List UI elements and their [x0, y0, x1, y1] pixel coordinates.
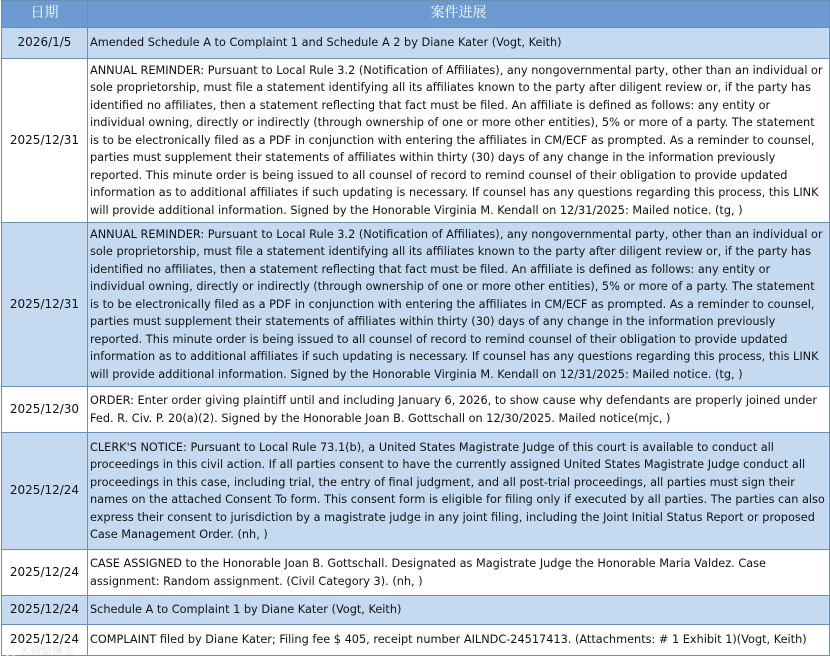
- row-date: 2025/12/31: [2, 223, 88, 387]
- table-header-row: [2, 1, 830, 28]
- table-row: [2, 625, 830, 656]
- row-text: ANNUAL REMINDER: Pursuant to Local Rule 3.2 (Notification of Affiliates), any nongovernmental party, other than an individual or sole proprietorship, must file a statement identifying all its affiliates known to the party after diligent review or, if the party has identified no affiliates, then a statement reflecting that fact must be filed. An affiliate is defined as follows: any entity or individual owning, directly or indirectly (through ownership of one or more other entities), 5% or more of a party. The statement is to be electronically filed as a PDF in conjunction with entering the affiliates in CM/ECF as prompted. As a reminder to counsel, parties must supplement their statements of affiliates within thirty (30) days of any change in the information previously reported. This minute order is being issued to all counsel of record to remind counsel of their obligation to provide updated information as to additional affiliates if such updating is necessary. If counsel has any questions regarding this process, this LINK will provide additional information. Signed by the Honorable Virginia M. Kendall on 12/31/2025: Mailed notice. (tg, ): [88, 223, 830, 387]
- row-date: 2025/12/31: [2, 59, 88, 223]
- row-text: COMPLAINT filed by Diane Kater; Filing fee $ 405, receipt number AILNDC-24517413. (Attachments: # 1 Exhibit 1)(Vogt, Keith): [88, 625, 830, 656]
- table-row: [2, 596, 830, 625]
- row-date: 2025/12/24: [2, 625, 88, 656]
- row-text: CASE ASSIGNED to the Honorable Joan B. Gottschall. Designated as Magistrate Judge the Honorable Maria Valdez. Case assignment: Random assignment. (Civil Category 3). (nh, ): [88, 550, 830, 596]
- row-date: 2025/12/30: [2, 387, 88, 433]
- watermark-text: 大杂烩博主: [19, 644, 74, 657]
- row-date: 2026/1/5: [2, 28, 88, 59]
- row-text: ORDER: Enter order giving plaintiff until and including January 6, 2026, to show cause why defendants are properly joined under Fed. R. Civ. P. 20(a)(2). Signed by the Honorable Joan B. Gottschall on 12/30/2025. Mailed notice(mjc, ): [88, 387, 830, 433]
- row-text: ANNUAL REMINDER: Pursuant to Local Rule 3.2 (Notification of Affiliates), any nongovernmental party, other than an individual or sole proprietorship, must file a statement identifying all its affiliates known to the party after diligent review or, if the party has identified no affiliates, then a statement reflecting that fact must be filed. An affiliate is defined as follows: any entity or individual owning, directly or indirectly (through ownership of one or more other entities), 5% or more of a party. The statement is to be electronically filed as a PDF in conjunction with entering the affiliates in CM/ECF as prompted. As a reminder to counsel, parties must supplement their statements of affiliates within thirty (30) days of any change in the information previously reported. This minute order is being issued to all counsel of record to remind counsel of their obligation to provide updated information as to additional affiliates if such updating is necessary. If counsel has any questions regarding this process, this LINK will provide additional information. Signed by the Honorable Virginia M. Kendall on 12/31/2025: Mailed notice. (tg, ): [88, 59, 830, 223]
- row-date: 2025/12/24: [2, 433, 88, 550]
- row-date: 2025/12/24: [2, 596, 88, 625]
- table-row: [2, 387, 830, 433]
- table-row: [2, 550, 830, 596]
- table-row: [2, 59, 830, 223]
- progress-column-header: 案件进展: [88, 1, 830, 28]
- date-column-header: 日期: [2, 1, 88, 28]
- case-progress-table: [1, 0, 830, 656]
- table-row: [2, 28, 830, 59]
- row-text: Schedule A to Complaint 1 by Diane Kater (Vogt, Keith): [88, 596, 830, 625]
- row-date: 2025/12/24: [2, 550, 88, 596]
- table-row: [2, 223, 830, 387]
- row-text: Amended Schedule A to Complaint 1 and Schedule A 2 by Diane Kater (Vogt, Keith): [88, 28, 830, 59]
- table-row: [2, 433, 830, 550]
- row-text: CLERK'S NOTICE: Pursuant to Local Rule 73.1(b), a United States Magistrate Judge of this court is available to conduct all proceedings in this civil action. If all parties consent to have the currently assigned United States Magistrate Judge conduct all proceedings in this case, including trial, the entry of final judgment, and all post-trial proceedings, all parties must sign their names on the attached Consent To form. This consent form is eligible for filing only if executed by all parties. The parties can also express their consent to jurisdiction by a magistrate judge in any joint filing, including the Joint Initial Status Report or proposed Case Management Order. (nh, ): [88, 433, 830, 550]
